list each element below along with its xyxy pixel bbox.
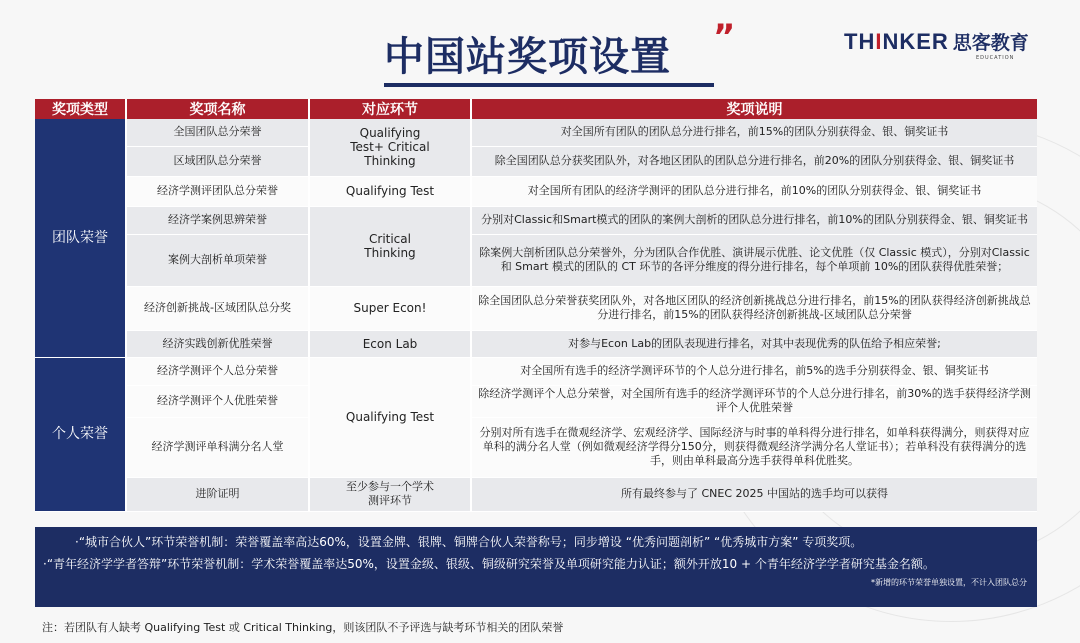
award-name: 经济学测评个人优胜荣誉: [126, 385, 309, 417]
logo-subtitle: EDUCATION: [976, 55, 1015, 61]
table-row: [35, 417, 1037, 477]
award-description: 分别对Classic和Smart模式的团队的案例大剖析的团队总分进行排名，前10%的团队分别获得金、银、铜奖证书: [471, 206, 1037, 234]
award-name: 经济实践创新优胜荣誉: [126, 330, 309, 357]
title-underline: [384, 83, 714, 87]
table-row: [35, 119, 1037, 146]
award-name: 经济学测评团队总分荣誉: [126, 176, 309, 206]
award-stage: Super Econ!: [309, 286, 471, 330]
award-name: 经济学测评个人总分荣誉: [126, 357, 309, 385]
award-name: 案例大剖析单项荣誉: [126, 234, 309, 286]
awards-table: [35, 99, 1037, 512]
award-stage: Qualifying Test: [309, 176, 471, 206]
table-row: [35, 146, 1037, 176]
award-name: 区域团队总分荣誉: [126, 146, 309, 176]
header-award-type: 奖项类型: [35, 99, 126, 119]
header-description: 奖项说明: [471, 99, 1037, 119]
table-row: [35, 477, 1037, 511]
award-stage: Qualifying Test+ Critical Thinking: [309, 119, 471, 176]
award-description: 分别对所有选手在微观经济学、宏观经济学、国际经济与时事的单科得分进行排名，如单科获得满分，则获得对应单科的满分名人堂（例如微观经济学得分150分，则获得微观经济学满分名人堂证书）；若单科没有获得满分的选手，则由单科最高分选手获得单科优胜奖。: [471, 417, 1037, 477]
thinker-logo: [844, 28, 1029, 68]
header-stage: 对应环节: [309, 99, 471, 119]
award-name: 经济学测评单科满分名人堂: [126, 417, 309, 477]
table-header-row: [35, 99, 1037, 119]
logo-chinese: 思客教育: [952, 32, 1029, 54]
type-individual: 个人荣誉: [35, 357, 126, 511]
award-description: 对参与Econ Lab的团队表现进行排名，对其中表现优秀的队伍给予相应荣誉;: [471, 330, 1037, 357]
award-description: 除全国团队总分获奖团队外，对各地区团队的团队总分进行排名，前20%的团队分别获得金、银、铜奖证书: [471, 146, 1037, 176]
award-name: 经济创新挑战-区域团队总分奖: [126, 286, 309, 330]
quote-mark-icon: ”: [713, 17, 736, 57]
table-row: [35, 357, 1037, 385]
table-row: [35, 385, 1037, 417]
mechanism-city-partner: ·“城市合伙人”环节荣誉机制：荣誉覆盖率高达60%，设置金牌、银牌、铜牌合伙人荣誉称号；同步增设 “优秀问题剖析” “优秀城市方案” 专项奖项。: [75, 535, 863, 549]
table-row: [35, 234, 1037, 286]
award-description: 除案例大剖析团队总分荣誉外，分为团队合作优胜、演讲展示优胜、论文优胜（仅 Classic 模式），分别对Classic 和 Smart 模式的团队的 CT 环节的各评分维度的得分进行排名，每个单项前 10%的团队获得优胜荣誉；: [471, 234, 1037, 286]
header-award-name: 奖项名称: [126, 99, 309, 119]
award-name: 进阶证明: [126, 477, 309, 511]
award-stage: Critical Thinking: [309, 206, 471, 286]
award-stage: Qualifying Test: [309, 357, 471, 477]
page-title: 中国站奖项设置: [384, 34, 671, 80]
type-team: 团队荣誉: [35, 119, 126, 357]
award-description: 所有最终参与了 CNEC 2025 中国站的选手均可以获得: [471, 477, 1037, 511]
mechanism-young-scholar: ·“青年经济学学者答辩”环节荣誉机制：学术荣誉覆盖率达50%，设置金级、银级、铜级研究荣誉及单项研究能力认证；额外开放10 + 个青年经济学学者研究基金名额。: [43, 557, 935, 571]
footnote: 注：若团队有人缺考 Qualifying Test 或 Critical Thinking，则该团队不予评选与缺考环节相关的团队荣誉: [42, 621, 564, 634]
table-row: [35, 286, 1037, 330]
table-row: [35, 176, 1037, 206]
table-row: [35, 330, 1037, 357]
mechanisms-panel: [35, 527, 1037, 607]
award-description: 对全国所有选手的经济学测评环节的个人总分进行排名，前5%的选手分别获得金、银、铜奖证书: [471, 357, 1037, 385]
award-description: 除全国团队总分荣誉获奖团队外，对各地区团队的经济创新挑战总分进行排名，前15%的团队获得经济创新挑战总分进行排名，前15%的团队获得经济创新挑战-区域团队总分荣誉: [471, 286, 1037, 330]
mechanism-note: *新增的环节荣誉单独设置，不计入团队总分: [871, 578, 1027, 587]
award-name: 经济学案例思辨荣誉: [126, 206, 309, 234]
award-description: 除经济学测评个人总分荣誉，对全国所有选手的经济学测评环节的个人总分进行排名，前30%的选手获得经济学测评个人优胜荣誉: [471, 385, 1037, 417]
award-stage: 至少参与一个学术测评环节: [309, 477, 471, 511]
table-row: [35, 206, 1037, 234]
award-stage: Econ Lab: [309, 330, 471, 357]
award-name: 全国团队总分荣誉: [126, 119, 309, 146]
award-description: 对全国所有团队的团队总分进行排名，前15%的团队分别获得金、银、铜奖证书: [471, 119, 1037, 146]
logo-wordmark: THINKER: [844, 29, 949, 54]
award-description: 对全国所有团队的经济学测评的团队总分进行排名，前10%的团队分别获得金、银、铜奖证书: [471, 176, 1037, 206]
